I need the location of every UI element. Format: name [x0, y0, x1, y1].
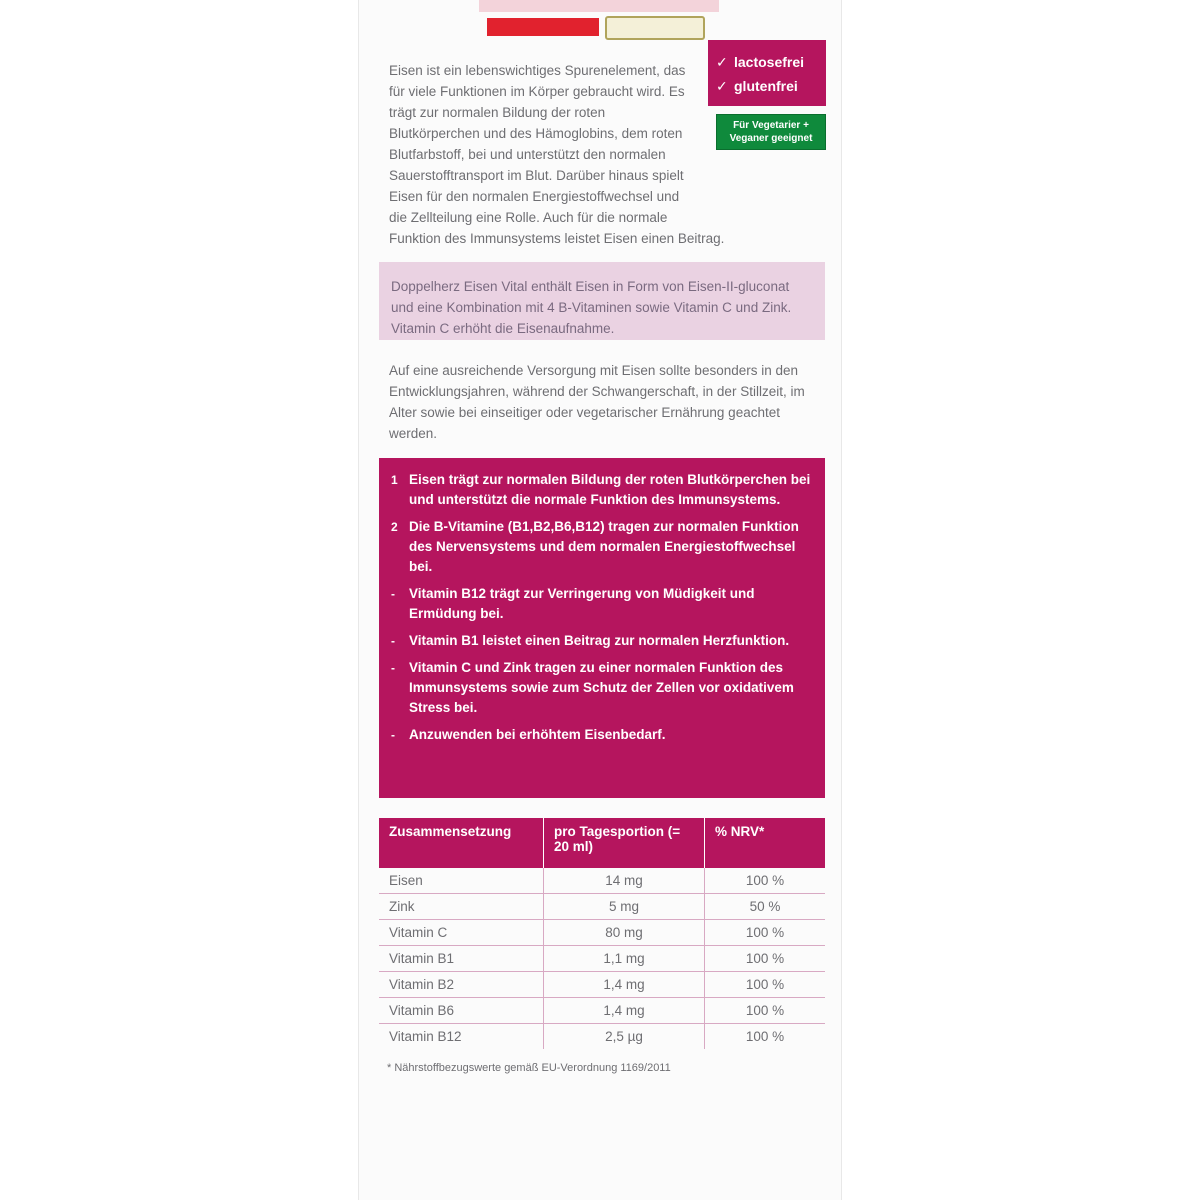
claim-item: - Vitamin B1 leistet einen Beitrag zur normalen Herzfunktion.	[391, 633, 790, 648]
table-row: Vitamin C 80 mg 100 %	[379, 920, 825, 946]
header-nrv: % NRV*	[705, 818, 826, 868]
claim-item: - Vitamin B12 trägt zur Verringerung von Müdigkeit und Ermüdung bei.	[391, 586, 755, 621]
checkmark-icon: ✓	[716, 78, 728, 94]
table-header-row	[379, 818, 825, 868]
table-row: Eisen 14 mg 100 %	[379, 868, 825, 894]
claim-item: 2 Die B-Vitamine (B1,B2,B6,B12) tragen zur normalen Funktion des Nervensystems und dem normalen Energiestoffwechsel bei.	[391, 519, 799, 574]
intro-paragraph: Eisen ist ein lebenswichtiges Spurenelement, das für viele Funktionen im Körper gebraucht wird. Es trägt zur normalen Bildung der roten Blutkörperchen und des Hämoglobins, dem roten Blutfarbstoff, bei und unterstützt den normalen Sauerstofftransport im Blut. Darüber hinaus spielt Eisen für den normalen Energiestoffwechsel und die Zellteilung eine Rolle. Auch für die normale Funktion des Immunsystems leistet Eisen einen Beitrag.	[389, 63, 725, 246]
badge-glutenfrei: ✓ glutenfrei	[716, 74, 818, 98]
health-claims-box	[379, 458, 825, 798]
checkmark-icon: ✓	[716, 54, 728, 70]
table-row: Vitamin B12 2,5 µg 100 %	[379, 1024, 825, 1050]
brand-logo-fragment	[479, 0, 719, 38]
table-row: Vitamin B6 1,4 mg 100 %	[379, 998, 825, 1024]
claim-item: - Anzuwenden bei erhöhtem Eisenbedarf.	[391, 727, 666, 742]
header-composition: Zusammensetzung	[379, 818, 544, 868]
logo-stripe	[479, 0, 719, 12]
highlight-box: Doppelherz Eisen Vital enthält Eisen in Form von Eisen-II-gluconat und eine Kombination mit 4 B-Vitaminen sowie Vitamin C und Zink. Vitamin C erhöht die Eisenaufnahme.	[379, 262, 825, 340]
header-per-day: pro Tagesportion (= 20 ml)	[544, 818, 705, 868]
table-row: Vitamin B1 1,1 mg 100 %	[379, 946, 825, 972]
nutrition-table	[379, 818, 825, 1049]
logo-seal	[605, 16, 705, 40]
table-row: Zink 5 mg 50 %	[379, 894, 825, 920]
nrv-footnote: * Nährstoffbezugswerte gemäß EU-Verordnung 1169/2011	[387, 1062, 671, 1074]
table-row: Vitamin B2 1,4 mg 100 %	[379, 972, 825, 998]
badge-lactosefrei: ✓ lactosefrei	[716, 50, 818, 74]
supply-paragraph: Auf eine ausreichende Versorgung mit Eisen sollte besonders in den Entwicklungsjahren, während der Schwangerschaft, in der Stillzeit, im Alter sowie bei einseitiger oder vegetarischer Ernährung geachtet werden.	[389, 363, 805, 441]
claim-item: 1 Eisen trägt zur normalen Bildung der roten Blutkörperchen bei und unterstützt die normale Funktion des Immunsystems.	[391, 472, 811, 507]
logo-red-band	[487, 18, 599, 36]
claim-item: - Vitamin C und Zink tragen zu einer normalen Funktion des Immunsystems sowie zum Schutz der Zellen vor oxidativem Stress bei.	[391, 660, 794, 715]
vegan-badge: Für Vegetarier + Veganer geeignet	[716, 114, 826, 150]
product-box-back	[358, 0, 842, 1200]
